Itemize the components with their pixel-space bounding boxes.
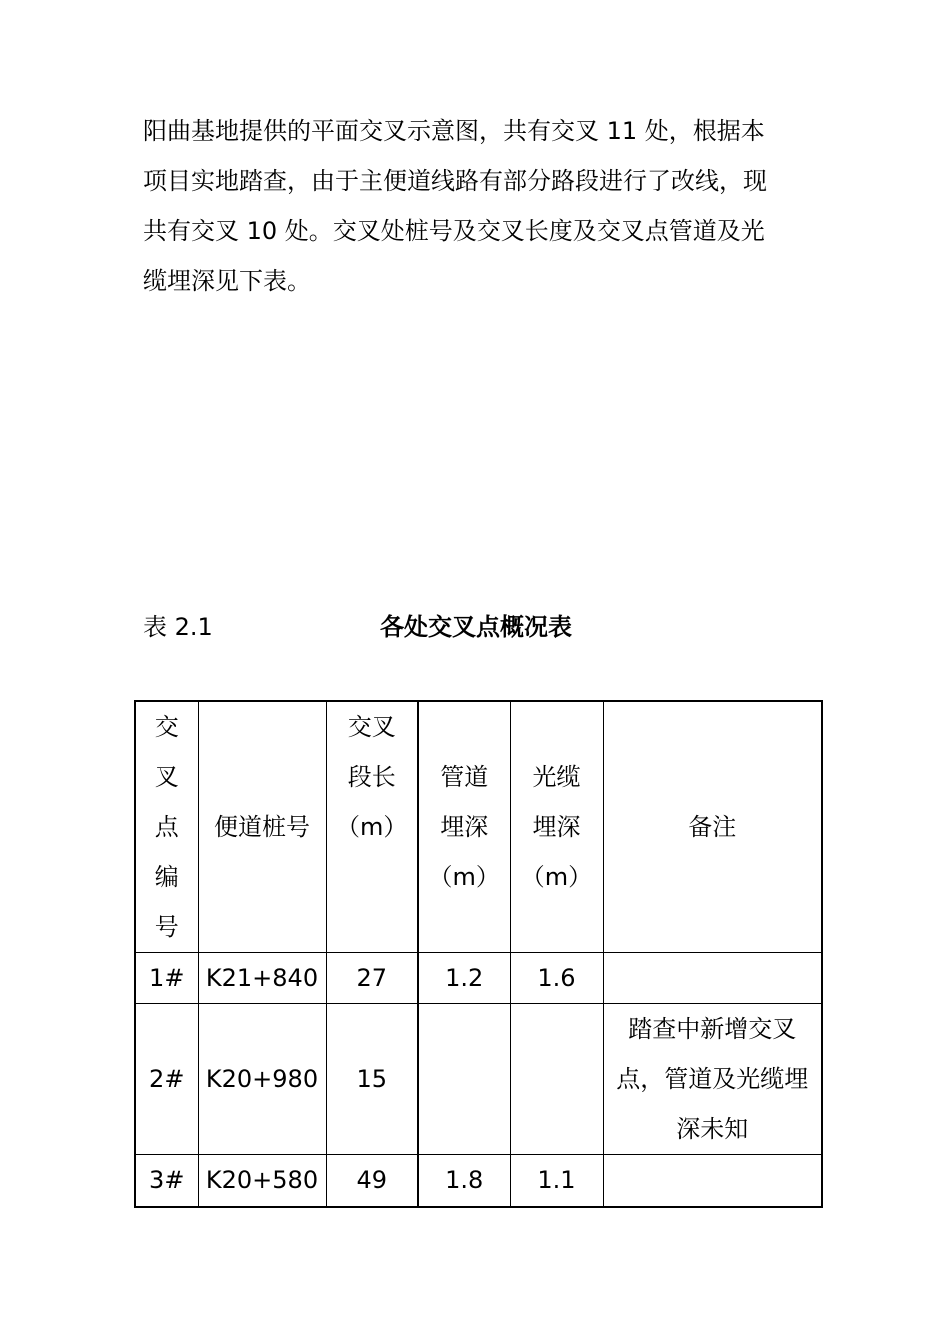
header-remark: 备注 [603,701,822,953]
cell-pipe-depth: 1.8 [418,1155,510,1207]
cell-length: 49 [326,1155,418,1207]
cell-remark: 踏查中新增交叉点，管道及光缆埋深未知 [603,1004,822,1155]
paragraph-line: 缆埋深见下表。 [143,267,311,295]
cell-id: 1# [135,953,198,1004]
cell-cable-depth: 1.1 [510,1155,603,1207]
cell-cable-depth: 1.6 [510,953,603,1004]
cell-station: K20+580 [198,1155,326,1207]
table-number: 表 2.1 [143,613,213,641]
cell-length: 15 [326,1004,418,1155]
table-row [135,1004,822,1155]
paragraph-line: 阳曲基地提供的平面交叉示意图，共有交叉 11 处，根据本 [143,117,765,145]
header-id: 交 叉 点 编 号 [135,701,198,953]
cell-remark [603,953,822,1004]
cell-pipe-depth [418,1004,510,1155]
table-row [135,1155,822,1207]
table-title: 各处交叉点概况表 [380,613,572,641]
crossing-table [134,700,823,1208]
table-row [135,953,822,1004]
header-cable-depth: 光缆 埋深 （m） [510,701,603,953]
cell-length: 27 [326,953,418,1004]
cell-station: K21+840 [198,953,326,1004]
cell-id: 2# [135,1004,198,1155]
table-header-row [135,701,822,953]
cell-remark [603,1155,822,1207]
paragraph-line: 共有交叉 10 处。交叉处桩号及交叉长度及交叉点管道及光 [143,217,765,245]
header-station: 便道桩号 [198,701,326,953]
header-length: 交叉 段长 （m） [326,701,418,953]
cell-id: 3# [135,1155,198,1207]
cell-pipe-depth: 1.2 [418,953,510,1004]
header-pipe-depth: 管道 埋深 （m） [418,701,510,953]
cell-cable-depth [510,1004,603,1155]
paragraph-line: 项目实地踏查，由于主便道线路有部分路段进行了改线，现 [143,167,767,195]
intro-paragraph [143,106,823,306]
cell-station: K20+980 [198,1004,326,1155]
